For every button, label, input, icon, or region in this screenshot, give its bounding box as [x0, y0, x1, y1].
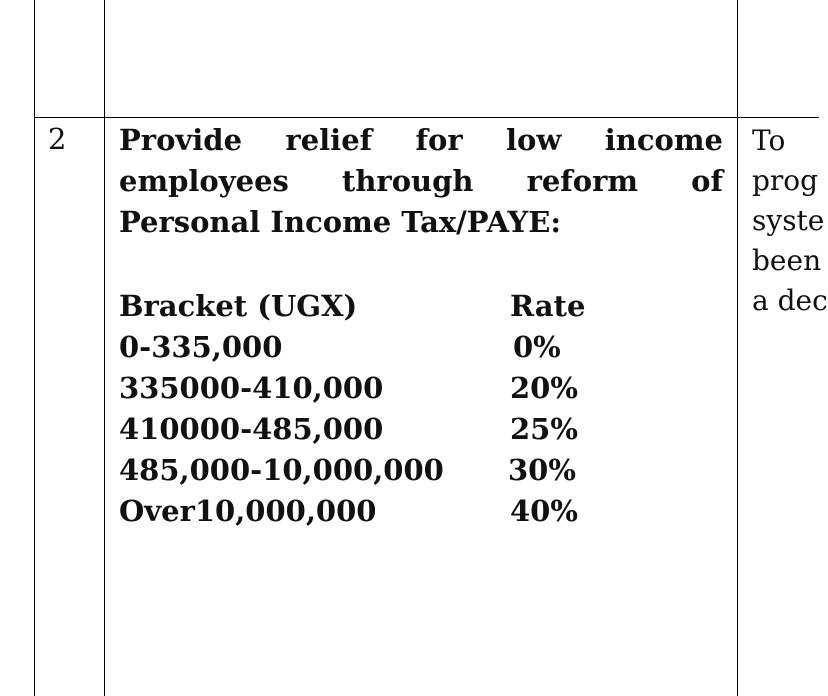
bracket-range: 410000-485,000 [119, 412, 384, 446]
bracket-row [119, 491, 639, 532]
justification-text-fragment: syste [752, 204, 825, 237]
tax-bracket-table [119, 286, 639, 532]
bracket-range: 0-335,000 [119, 330, 283, 364]
heading-line: employees through reform of [119, 164, 723, 198]
justification-text-fragment: been [752, 244, 822, 277]
bracket-row [119, 450, 639, 491]
justification-text-fragment: To [752, 124, 786, 157]
bracket-row [119, 409, 639, 450]
bracket-rate: 0% [513, 330, 561, 364]
bracket-rate: 20% [510, 371, 578, 405]
justification-text-fragment: prog [752, 164, 819, 197]
table-border-left [34, 0, 35, 696]
bracket-rate: 30% [508, 453, 576, 487]
bracket-header-row [119, 286, 639, 327]
bracket-column-header: Bracket (UGX) [119, 289, 358, 323]
objective-heading [119, 120, 723, 243]
bracket-range: 485,000-10,000,000 [119, 453, 444, 487]
bracket-range: 335000-410,000 [119, 371, 384, 405]
table-row-separator [34, 117, 819, 118]
table-divider-number-column [104, 0, 105, 696]
justification-text-fragment: a dec [752, 284, 828, 317]
bracket-rate: 40% [510, 494, 578, 528]
bracket-row [119, 327, 639, 368]
justification-column-clipped [752, 121, 828, 321]
rate-column-header: Rate [510, 289, 586, 323]
bracket-range: Over10,000,000 [119, 494, 377, 528]
table-divider-description-column [737, 0, 738, 696]
bracket-row [119, 368, 639, 409]
row-number: 2 [48, 122, 67, 156]
heading-line: Personal Income Tax/PAYE: [119, 205, 562, 239]
heading-line: Provide relief for low income [119, 123, 723, 157]
bracket-rate: 25% [510, 412, 578, 446]
